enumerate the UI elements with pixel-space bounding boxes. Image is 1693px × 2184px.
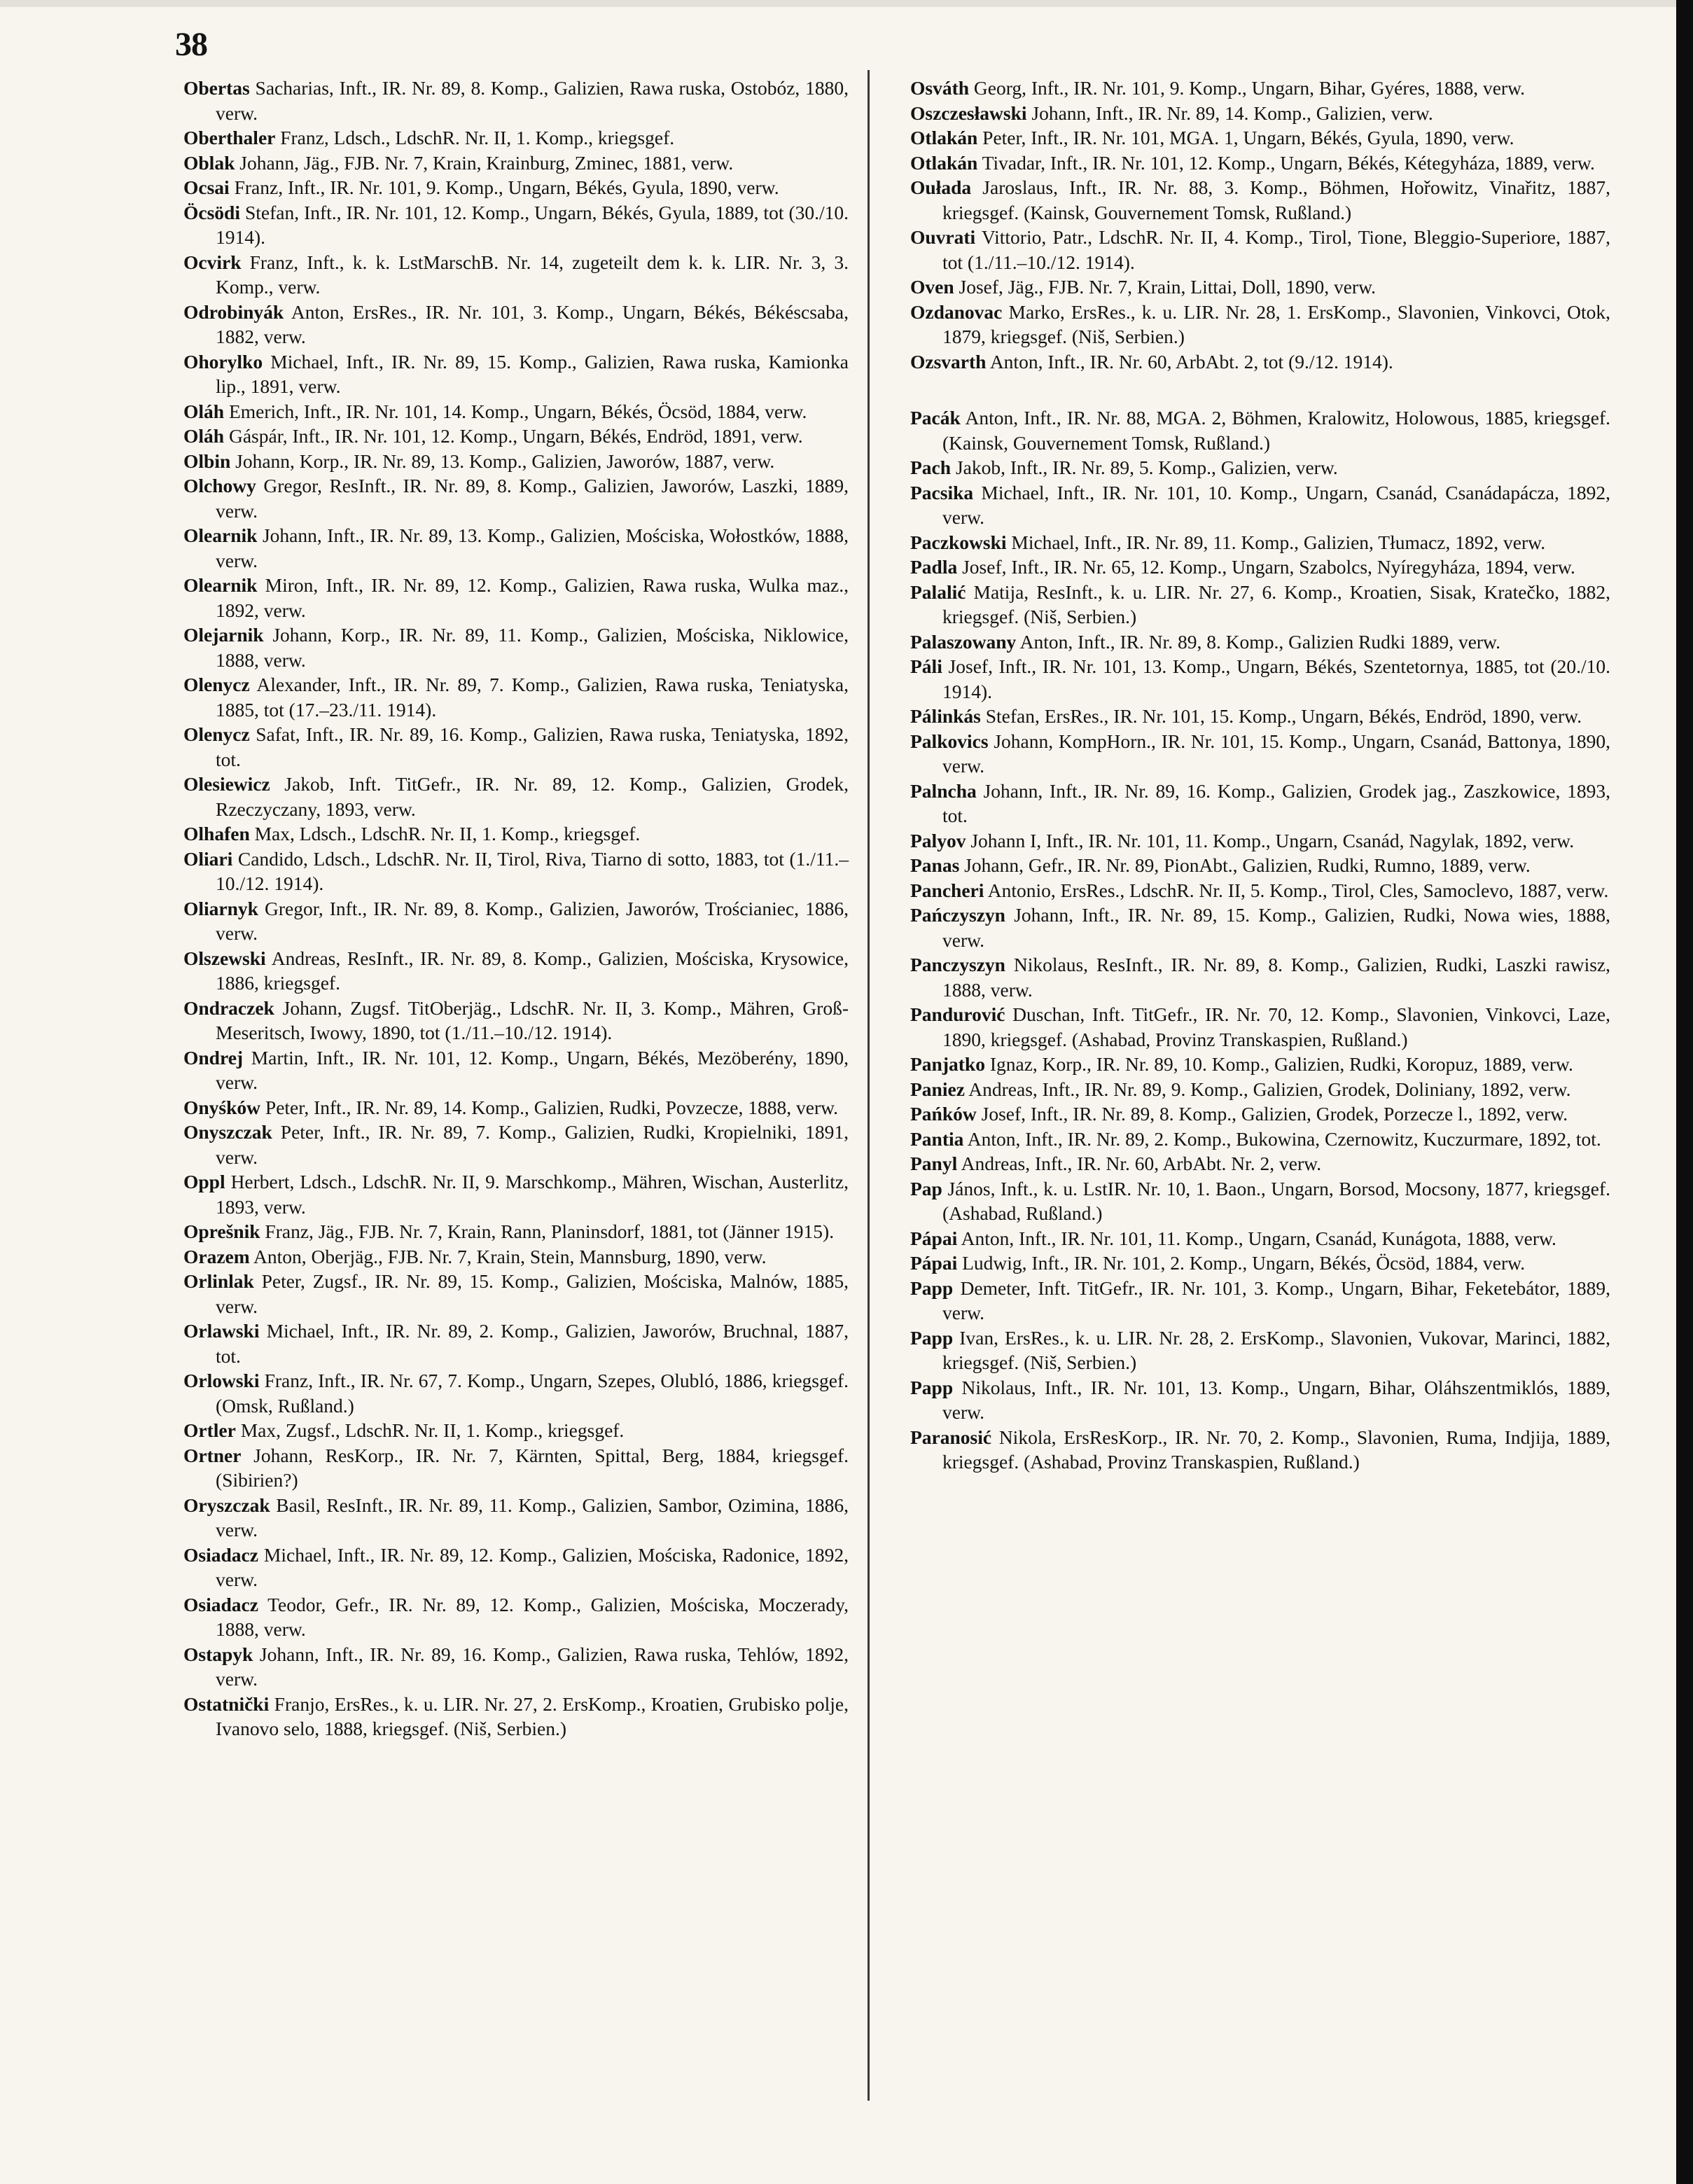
entry-details: Johann, Inft., IR. Nr. 89, 14. Komp., Galizien, verw. xyxy=(1026,102,1433,124)
casualty-entry xyxy=(183,847,849,896)
entry-details: Johann, Inft., IR. Nr. 89, 13. Komp., Galizien, Mościska, Wołostków, 1888, verw. xyxy=(216,524,849,571)
entry-surname: Ohorylko xyxy=(183,350,263,373)
entry-surname: Olearnik xyxy=(183,574,258,596)
casualty-entry xyxy=(183,722,849,772)
entry-surname: Olearnik xyxy=(183,524,258,546)
entry-surname: Panyl xyxy=(910,1153,958,1174)
casualty-entry xyxy=(183,300,849,349)
casualty-entry xyxy=(183,1169,849,1219)
entry-surname: Pańków xyxy=(910,1103,977,1125)
entry-surname: Padla xyxy=(910,556,958,578)
entry-details: Josef, Jäg., FJB. Nr. 7, Krain, Littai, Doll, 1890, verw. xyxy=(954,276,1377,298)
entry-details: Anton, Inft., IR. Nr. 101, 11. Komp., Ungarn, Csanád, Kunágota, 1888, verw. xyxy=(957,1227,1556,1249)
casualty-entry xyxy=(183,1319,849,1368)
casualty-entry xyxy=(183,473,849,523)
entry-details: Peter, Zugsf., IR. Nr. 89, 15. Komp., Galizien, Mościska, Malnów, 1885, verw. xyxy=(216,1270,849,1317)
casualty-entry xyxy=(183,1120,849,1169)
entry-details: Johann, Inft., IR. Nr. 89, 15. Komp., Galizien, Rudki, Nowa wies, 1888, verw. xyxy=(942,904,1610,951)
entry-details: Anton, Inft., IR. Nr. 89, 8. Komp., Galizien Rudki 1889, verw. xyxy=(1016,630,1501,653)
casualty-entry xyxy=(183,1493,849,1543)
casualty-entry xyxy=(910,405,1610,455)
page-top-edge xyxy=(0,0,1693,7)
entry-details: Franz, Inft., IR. Nr. 101, 9. Komp., Ungarn, Békés, Gyula, 1890, verw. xyxy=(229,176,779,198)
casualty-entry xyxy=(183,523,849,573)
entry-details: Anton, Oberjäg., FJB. Nr. 7, Krain, Stein, Mannsburg, 1890, verw. xyxy=(249,1245,767,1267)
entry-surname: Olchowy xyxy=(183,475,256,496)
entry-surname: Olejarnik xyxy=(183,624,264,646)
entry-surname: Paranosić xyxy=(910,1426,992,1448)
entry-surname: Palalić xyxy=(910,580,966,603)
casualty-entry xyxy=(910,1151,1610,1176)
casualty-entry xyxy=(183,1368,849,1418)
entry-surname: Oryszczak xyxy=(183,1494,270,1516)
casualty-entry xyxy=(910,654,1610,704)
casualty-entry xyxy=(183,1219,849,1244)
entry-details: Teodor, Gefr., IR. Nr. 89, 12. Komp., Galizien, Mościska, Moczerady, 1888, verw. xyxy=(216,1593,849,1640)
casualty-entry xyxy=(183,821,849,847)
casualty-entry xyxy=(183,1642,849,1692)
entry-surname: Obertas xyxy=(183,77,250,99)
casualty-entry xyxy=(183,1045,849,1095)
casualty-entry xyxy=(910,1375,1610,1425)
entry-surname: Palncha xyxy=(910,779,977,802)
entry-details: Nikolaus, ResInft., IR. Nr. 89, 8. Komp., Galizien, Rudki, Laszki rawisz, 1888, verw. xyxy=(942,954,1610,1001)
entry-surname: Oblak xyxy=(183,151,235,174)
entry-details: Josef, Inft., IR. Nr. 101, 13. Komp., Ungarn, Békés, Szentetornya, 1885, tot (20./10. 1914). xyxy=(942,655,1610,702)
entry-details: Johann, ResKorp., IR. Nr. 7, Kärnten, Spittal, Berg, 1884, kriegsgef. (Sibirien?) xyxy=(216,1444,849,1491)
entry-details: Gáspár, Inft., IR. Nr. 101, 12. Komp., Ungarn, Békés, Endröd, 1891, verw. xyxy=(224,425,803,447)
entry-details: Michael, Inft., IR. Nr. 89, 12. Komp., Galizien, Mościska, Radonice, 1892, verw. xyxy=(216,1543,849,1590)
casualty-entry xyxy=(183,424,849,449)
entry-surname: Páli xyxy=(910,655,942,677)
entry-details: Johann, Gefr., IR. Nr. 89, PionAbt., Galizien, Rudki, Rumno, 1889, verw. xyxy=(959,854,1531,876)
casualty-entry xyxy=(910,300,1610,349)
entry-surname: Oláh xyxy=(183,425,225,447)
entry-surname: Panas xyxy=(910,854,960,876)
casualty-entry xyxy=(910,1276,1610,1326)
entry-details: Michael, Inft., IR. Nr. 89, 2. Komp., Galizien, Jaworów, Bruchnal, 1887, tot. xyxy=(216,1320,849,1367)
casualty-entry xyxy=(183,1095,849,1120)
entry-surname: Odrobinyák xyxy=(183,300,284,323)
entry-surname: Pápai xyxy=(910,1252,958,1274)
casualty-entry xyxy=(183,896,849,946)
entry-surname: Ostatnički xyxy=(183,1692,270,1715)
entry-surname: Pantia xyxy=(910,1127,964,1150)
casualty-entry xyxy=(183,996,849,1045)
entry-details: Jakob, Inft. TitGefr., IR. Nr. 89, 12. Komp., Galizien, Grodek, Rzeczyczany, 1893, verw. xyxy=(216,773,849,820)
entry-surname: Pápai xyxy=(910,1227,958,1249)
page-right-edge xyxy=(1676,0,1693,2184)
entry-details: Johann, KompHorn., IR. Nr. 101, 15. Komp., Ungarn, Csanád, Battonya, 1890, verw. xyxy=(942,730,1610,777)
casualty-entry xyxy=(183,1269,849,1319)
entry-surname: Olenycz xyxy=(183,674,250,695)
entry-surname: Otlakán xyxy=(910,127,978,148)
entry-surname: Pálinkás xyxy=(910,705,981,727)
entry-details: Franjo, ErsRes., k. u. LIR. Nr. 27, 2. ErsKomp., Kroatien, Grubisko polje, Ivanovo selo, 1888, kriegsgef. (Niš, Serbien.) xyxy=(216,1692,849,1739)
casualty-entry xyxy=(183,175,849,200)
entry-surname: Ostapyk xyxy=(183,1643,253,1665)
entry-details: Duschan, Inft. TitGefr., IR. Nr. 70, 12. Komp., Slavonien, Vinkovci, Laze, 1890, kriegsgef. (Ashabad, Provinz Transkaspien, Rußland.) xyxy=(942,1003,1610,1050)
entry-details: Andreas, Inft., IR. Nr. 60, ArbAbt. Nr. 2, verw. xyxy=(957,1153,1322,1174)
entry-surname: Pandurović xyxy=(910,1003,1005,1025)
entry-surname: Oberthaler xyxy=(183,127,276,148)
entry-details: Michael, Inft., IR. Nr. 101, 10. Komp., Ungarn, Csanád, Csanádapácza, 1892, verw. xyxy=(942,481,1610,528)
casualty-entry xyxy=(183,200,849,250)
entry-surname: Panczyszyn xyxy=(910,954,1005,975)
entry-details: Marko, ErsRes., k. u. LIR. Nr. 28, 1. ErsKomp., Slavonien, Vinkovci, Otok, 1879, kriegsgef. (Niš, Serbien.) xyxy=(942,300,1610,347)
entry-surname: Pach xyxy=(910,457,952,478)
casualty-entry xyxy=(183,349,849,399)
entry-surname: Oliarnyk xyxy=(183,897,258,919)
casualty-entry xyxy=(910,1052,1610,1077)
entry-surname: Osiadacz xyxy=(183,1593,258,1615)
entry-surname: Pap xyxy=(910,1177,942,1199)
entry-details: Sacharias, Inft., IR. Nr. 89, 8. Komp., Galizien, Rawa ruska, Ostobóz, 1880, verw. xyxy=(216,77,849,124)
casualty-entry xyxy=(910,828,1610,854)
entry-details: Stefan, ErsRes., IR. Nr. 101, 15. Komp., Ungarn, Békés, Endröd, 1890, verw. xyxy=(980,705,1582,727)
casualty-entry xyxy=(183,622,849,672)
entry-details: Franz, Jäg., FJB. Nr. 7, Krain, Rann, Planinsdorf, 1881, tot (Jänner 1915). xyxy=(260,1220,835,1242)
casualty-entry xyxy=(910,480,1610,530)
entry-surname: Ouvrati xyxy=(910,226,976,248)
entry-details: Vittorio, Patr., LdschR. Nr. II, 4. Komp., Tirol, Tione, Bleggio-Superiore, 1887, tot (1./11.–10./12. 1914). xyxy=(942,226,1610,273)
entry-surname: Ortler xyxy=(183,1419,236,1441)
casualty-entry xyxy=(183,76,849,125)
casualty-entry xyxy=(183,1592,849,1642)
entry-details: Georg, Inft., IR. Nr. 101, 9. Komp., Ungarn, Bihar, Gyéres, 1888, verw. xyxy=(969,77,1526,99)
entry-details: Martin, Inft., IR. Nr. 101, 12. Komp., Ungarn, Békés, Mezöberény, 1890, verw. xyxy=(216,1046,849,1093)
entry-surname: Oułada xyxy=(910,176,972,198)
entry-surname: Ocvirk xyxy=(183,251,242,273)
casualty-entry xyxy=(910,1226,1610,1251)
entry-details: Basil, ResInft., IR. Nr. 89, 11. Komp., Galizien, Sambor, Ozimina, 1886, verw. xyxy=(216,1494,849,1540)
casualty-entry xyxy=(910,555,1610,580)
casualty-entry xyxy=(910,630,1610,655)
entry-details: Andreas, ResInft., IR. Nr. 89, 8. Komp., Galizien, Mościska, Krysowice, 1886, kriegsgef. xyxy=(216,947,849,994)
entry-surname: Onyśków xyxy=(183,1096,261,1118)
casualty-entry xyxy=(183,672,849,722)
entry-surname: Pancheri xyxy=(910,879,984,901)
casualty-entry xyxy=(910,704,1610,729)
entry-surname: Oszczesławski xyxy=(910,102,1027,124)
entry-details: Tivadar, Inft., IR. Nr. 101, 12. Komp., Ungarn, Békés, Kétegyháza, 1889, verw. xyxy=(977,151,1595,174)
entry-details: Alexander, Inft., IR. Nr. 89, 7. Komp., Galizien, Rawa ruska, Teniatyska, 1885, tot (17.–23./11. 1914). xyxy=(216,674,849,721)
entry-details: Peter, Inft., IR. Nr. 89, 7. Komp., Galizien, Rudki, Kropielniki, 1891, verw. xyxy=(216,1121,849,1168)
entry-details: Miron, Inft., IR. Nr. 89, 12. Komp., Galizien, Rawa ruska, Wulka maz., 1892, verw. xyxy=(216,574,849,621)
entry-surname: Palaszowany xyxy=(910,630,1017,653)
entry-details: Max, Zugsf., LdschR. Nr. II, 1. Komp., kriegsgef. xyxy=(235,1419,625,1441)
entry-details: Johann, Zugsf. TitOberjäg., LdschR. Nr. II, 3. Komp., Mähren, Groß-Meseritsch, Iwowy, 1890, tot (1./11.–10./12. 1914). xyxy=(216,996,849,1043)
entry-surname: Oláh xyxy=(183,400,225,422)
entry-surname: Papp xyxy=(910,1326,954,1349)
entry-surname: Olenycz xyxy=(183,723,250,745)
casualty-entry xyxy=(910,952,1610,1002)
casualty-entry xyxy=(910,853,1610,878)
casualty-entry xyxy=(183,1418,849,1443)
entry-surname: Pacsika xyxy=(910,481,974,503)
casualty-entry xyxy=(910,1077,1610,1102)
casualty-entry xyxy=(183,449,849,474)
entry-surname: Ortner xyxy=(183,1444,242,1466)
casualty-entry xyxy=(910,1326,1610,1375)
casualty-entry xyxy=(910,729,1610,779)
casualty-entry xyxy=(910,349,1610,375)
entry-surname: Orlawski xyxy=(183,1320,260,1342)
entry-surname: Ondrej xyxy=(183,1046,244,1069)
casualty-entry xyxy=(910,1127,1610,1152)
left-column xyxy=(183,76,849,1741)
casualty-entry xyxy=(183,399,849,424)
entry-details: Ignaz, Korp., IR. Nr. 89, 10. Komp., Galizien, Rudki, Koropuz, 1889, verw. xyxy=(984,1053,1573,1075)
entry-details: Josef, Inft., IR. Nr. 65, 12. Komp., Ungarn, Szabolcs, Nyíregyháza, 1894, verw. xyxy=(957,556,1575,578)
entry-details: Andreas, Inft., IR. Nr. 89, 9. Komp., Galizien, Grodek, Doliniany, 1892, verw. xyxy=(964,1078,1571,1100)
entry-details: Matija, ResInft., k. u. LIR. Nr. 27, 6. Komp., Kroatien, Sisak, Kratečko, 1882, kriegsgef. (Niš, Serbien.) xyxy=(942,580,1610,627)
casualty-entry xyxy=(183,1692,849,1741)
entry-details: Ludwig, Inft., IR. Nr. 101, 2. Komp., Ungarn, Békés, Öcsöd, 1884, verw. xyxy=(957,1252,1526,1274)
entry-details: Jaroslaus, Inft., IR. Nr. 88, 3. Komp., Böhmen, Hořowitz, Vinařitz, 1887, kriegsgef. (Kainsk, Gouvernement Tomsk, Rußland.) xyxy=(942,176,1610,223)
entry-surname: Osiadacz xyxy=(183,1543,258,1566)
casualty-entry xyxy=(910,1101,1610,1127)
entry-surname: Onyszczak xyxy=(183,1121,272,1143)
casualty-entry xyxy=(910,1002,1610,1052)
entry-surname: Pacák xyxy=(910,407,961,429)
entry-details: Peter, Inft., IR. Nr. 89, 14. Komp., Galizien, Rudki, Povzecze, 1888, verw. xyxy=(260,1096,839,1118)
entry-surname: Olbin xyxy=(183,450,231,472)
entry-details: Johann I, Inft., IR. Nr. 101, 11. Komp., Ungarn, Csanád, Nagylak, 1892, verw. xyxy=(966,829,1575,851)
entry-details: Anton, ErsRes., IR. Nr. 101, 3. Komp., Ungarn, Békés, Békéscsaba, 1882, verw. xyxy=(216,300,849,347)
entry-surname: Paniez xyxy=(910,1078,965,1100)
casualty-entry xyxy=(910,225,1610,274)
entry-surname: Oprešnik xyxy=(183,1220,260,1242)
entry-surname: Oven xyxy=(910,276,954,298)
entry-surname: Öcsödi xyxy=(183,201,240,223)
entry-surname: Oppl xyxy=(183,1171,225,1192)
entry-details: Anton, Inft., IR. Nr. 60, ArbAbt. 2, tot (9./12. 1914). xyxy=(986,350,1393,373)
entry-surname: Orlinlak xyxy=(183,1270,254,1292)
casualty-entry xyxy=(910,580,1610,630)
entry-details: Franz, Ldsch., LdschR. Nr. II, 1. Komp., kriegsgef. xyxy=(275,127,675,148)
casualty-entry xyxy=(910,274,1610,300)
entry-surname: Ocsai xyxy=(183,176,230,198)
entry-details: Nikolaus, Inft., IR. Nr. 101, 13. Komp., Ungarn, Bihar, Oláhszentmiklós, 1889, verw. xyxy=(942,1376,1610,1423)
casualty-entry xyxy=(910,903,1610,952)
entry-details: Max, Ldsch., LdschR. Nr. II, 1. Komp., kriegsgef. xyxy=(249,823,641,844)
casualty-entry xyxy=(910,76,1610,101)
entry-surname: Panjatko xyxy=(910,1053,985,1075)
entry-surname: Orlowski xyxy=(183,1370,260,1391)
entry-surname: Papp xyxy=(910,1376,954,1398)
entry-details: János, Inft., k. u. LstIR. Nr. 10, 1. Baon., Ungarn, Borsod, Mocsony, 1877, kriegsgef. (Ashabad, Rußland.) xyxy=(942,1177,1610,1224)
entry-surname: Orazem xyxy=(183,1245,250,1267)
entry-details: Gregor, Inft., IR. Nr. 89, 8. Komp., Galizien, Jaworów, Trościaniec, 1886, verw. xyxy=(216,897,849,944)
entry-surname: Olszewski xyxy=(183,947,266,969)
column-divider xyxy=(868,70,870,2101)
casualty-entry xyxy=(183,772,849,821)
casualty-entry xyxy=(910,455,1610,480)
casualty-entry xyxy=(910,1425,1610,1475)
casualty-entry xyxy=(183,125,849,151)
entry-surname: Ozdanovac xyxy=(910,300,1003,323)
entry-details: Nikola, ErsResKorp., IR. Nr. 70, 2. Komp., Slavonien, Ruma, Indjija, 1889, kriegsgef. (Ashabad, Provinz Transkaspien, Rußland.) xyxy=(942,1426,1610,1473)
entry-details: Johann, Jäg., FJB. Nr. 7, Krain, Krainburg, Zminec, 1881, verw. xyxy=(235,151,734,174)
entry-surname: Pańczyszyn xyxy=(910,904,1005,926)
casualty-entry xyxy=(910,878,1610,903)
entry-details: Stefan, Inft., IR. Nr. 101, 12. Komp., Ungarn, Békés, Gyula, 1889, tot (30./10. 1914). xyxy=(216,201,849,248)
entry-details: Josef, Inft., IR. Nr. 89, 8. Komp., Galizien, Grodek, Porzecze l., 1892, verw. xyxy=(976,1103,1568,1125)
entry-surname: Papp xyxy=(910,1277,954,1299)
entry-details: Jakob, Inft., IR. Nr. 89, 5. Komp., Galizien, verw. xyxy=(951,457,1338,478)
entry-details: Johann, Korp., IR. Nr. 89, 11. Komp., Galizien, Mościska, Niklowice, 1888, verw. xyxy=(216,624,849,671)
casualty-entry xyxy=(183,573,849,622)
right-column xyxy=(910,76,1610,1475)
entry-surname: Olesiewicz xyxy=(183,773,270,795)
entry-details: Safat, Inft., IR. Nr. 89, 16. Komp., Galizien, Rawa ruska, Teniatyska, 1892, tot. xyxy=(216,723,849,770)
casualty-entry xyxy=(910,530,1610,555)
entry-details: Peter, Inft., IR. Nr. 101, MGA. 1, Ungarn, Békés, Gyula, 1890, verw. xyxy=(977,127,1514,148)
casualty-entry xyxy=(183,250,849,300)
casualty-entry xyxy=(183,946,849,996)
casualty-entry xyxy=(910,1251,1610,1276)
entry-surname: Oliari xyxy=(183,847,233,870)
entry-details: Emerich, Inft., IR. Nr. 101, 14. Komp., Ungarn, Békés, Öcsöd, 1884, verw. xyxy=(224,400,807,422)
casualty-entry xyxy=(910,175,1610,225)
entry-surname: Paczkowski xyxy=(910,531,1007,553)
entry-surname: Otlakán xyxy=(910,151,978,174)
casualty-entry xyxy=(183,1543,849,1592)
entry-details: Herbert, Ldsch., LdschR. Nr. II, 9. Marschkomp., Mähren, Wischan, Austerlitz, 1893, verw. xyxy=(216,1171,849,1218)
entry-details: Anton, Inft., IR. Nr. 88, MGA. 2, Böhmen, Kralowitz, Holowous, 1885, kriegsgef. (Kainsk, Gouvernement Tomsk, Rußland.) xyxy=(942,407,1610,454)
casualty-entry xyxy=(910,151,1610,176)
entry-details: Michael, Inft., IR. Nr. 89, 11. Komp., Galizien, Tłumacz, 1892, verw. xyxy=(1006,531,1546,553)
casualty-entry xyxy=(910,779,1610,828)
entry-details: Gregor, ResInft., IR. Nr. 89, 8. Komp., Galizien, Jaworów, Laszki, 1889, verw. xyxy=(216,475,849,522)
entry-details: Franz, Inft., IR. Nr. 67, 7. Komp., Ungarn, Szepes, Olubló, 1886, kriegsgef. (Omsk, Rußland.) xyxy=(216,1370,849,1417)
entry-surname: Ondraczek xyxy=(183,996,274,1019)
page-number: 38 xyxy=(175,26,207,63)
casualty-entry xyxy=(910,125,1610,151)
casualty-entry xyxy=(183,1443,849,1493)
entry-details: Johann, Inft., IR. Nr. 89, 16. Komp., Galizien, Rawa ruska, Tehlów, 1892, verw. xyxy=(216,1643,849,1690)
entry-details: Franz, Inft., k. k. LstMarschB. Nr. 14, zugeteilt dem k. k. LIR. Nr. 3, 3. Komp., verw. xyxy=(216,251,849,298)
section-gap xyxy=(910,374,1610,405)
entry-details: Ivan, ErsRes., k. u. LIR. Nr. 28, 2. ErsKomp., Slavonien, Vukovar, Marinci, 1882, kriegsgef. (Niš, Serbien.) xyxy=(942,1326,1610,1373)
entry-details: Demeter, Inft. TitGefr., IR. Nr. 101, 3. Komp., Ungarn, Bihar, Feketebátor, 1889, verw. xyxy=(942,1277,1610,1323)
entry-details: Candido, Ldsch., LdschR. Nr. II, Tirol, Riva, Tiarno di sotto, 1883, tot (1./11.–10./12. 1914). xyxy=(216,847,849,894)
entry-details: Michael, Inft., IR. Nr. 89, 15. Komp., Galizien, Rawa ruska, Kamionka lip., 1891, verw. xyxy=(216,350,849,397)
entry-surname: Ozsvarth xyxy=(910,350,987,373)
entry-surname: Palkovics xyxy=(910,730,989,752)
entry-details: Johann, Korp., IR. Nr. 89, 13. Komp., Galizien, Jaworów, 1887, verw. xyxy=(230,450,775,472)
entry-surname: Palyov xyxy=(910,829,966,851)
casualty-entry xyxy=(183,1244,849,1270)
casualty-entry xyxy=(910,101,1610,126)
entry-details: Antonio, ErsRes., LdschR. Nr. II, 5. Komp., Tirol, Cles, Samoclevo, 1887, verw. xyxy=(984,879,1609,901)
casualty-entry xyxy=(183,151,849,176)
entry-details: Johann, Inft., IR. Nr. 89, 16. Komp., Galizien, Grodek jag., Zaszkowice, 1893, tot. xyxy=(942,779,1610,826)
entry-details: Anton, Inft., IR. Nr. 89, 2. Komp., Bukowina, Czernowitz, Kuczurmare, 1892, tot. xyxy=(963,1127,1601,1150)
entry-surname: Olhafen xyxy=(183,823,250,844)
casualty-entry xyxy=(910,1176,1610,1226)
entry-surname: Osváth xyxy=(910,77,970,99)
